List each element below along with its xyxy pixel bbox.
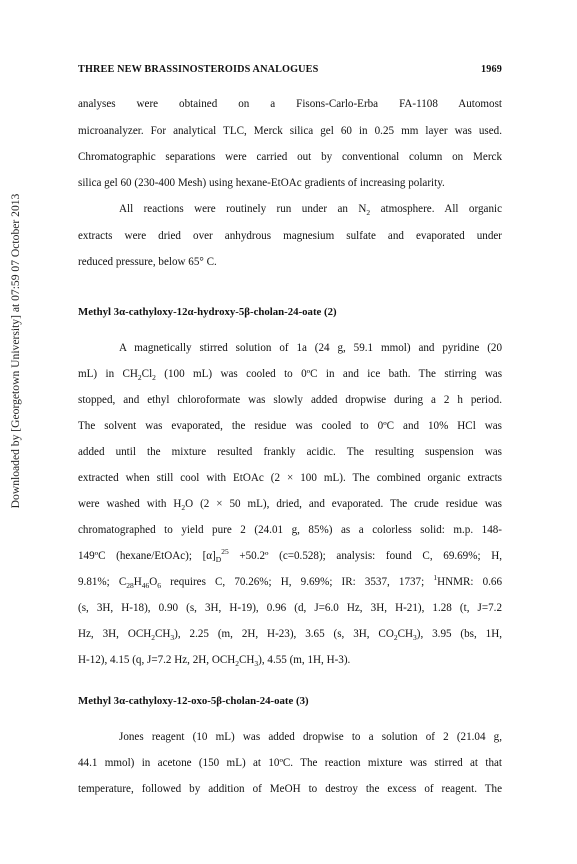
text-line [78, 652, 502, 668]
text-line: Jones reagent (10 mL) was added dropwise to a solution of 2 (21.04 g, [119, 731, 502, 743]
running-header [78, 64, 502, 80]
subscript: 3 [413, 633, 417, 642]
text-run: 149ºC (hexane/EtOAc); [α] [78, 550, 216, 562]
text-run: H-12), 4.15 (q, J=7.2 Hz, 2H, OCH [78, 654, 236, 666]
text-run: ), 4.55 (m, 1H, H-3). [258, 654, 351, 666]
subscript: 2 [151, 633, 155, 642]
text-line: analyses were obtained on a Fisons-Carlo-Erba FA-1108 Automost [78, 98, 502, 110]
text-line: extracted when still cool with EtOAc (2 × 100 mL). The combined organic extracts [78, 472, 502, 484]
text-line: microanalyzer. For analytical TLC, Merck silica gel 60 in 0.25 mm layer was used. [78, 125, 502, 137]
text-line [78, 626, 502, 642]
text-run: were washed with H [78, 498, 182, 510]
text-run: H [133, 576, 142, 588]
text-line: reduced pressure, below 65° C. [78, 256, 217, 268]
subscript: 3 [254, 659, 259, 668]
subscript: 3 [170, 633, 175, 642]
subscript: 6 [157, 581, 162, 590]
text-run: O (2 × 50 mL), dried, and evaporated. The crude residue was [185, 498, 502, 510]
text-run: ), 3.95 (bs, 1H, [416, 628, 502, 640]
text-line: (s, 3H, H-18), 0.90 (s, 3H, H-19), 0.96 (d, J=6.0 Hz, 3H, H-21), 1.28 (t, J=7.2 [78, 602, 502, 614]
running-title: THREE NEW BRASSINOSTEROIDS ANALOGUES [78, 64, 319, 75]
section-heading: Methyl 3α-cathyloxy-12-oxo-5β-cholan-24-oate (3) [78, 695, 309, 707]
superscript: 25 [221, 547, 229, 556]
text-line: stopped, and ethyl chloroformate was slowly added dropwise during a 2 h period. [78, 394, 502, 406]
text-line [78, 201, 502, 217]
text-run: atmosphere. All organic [370, 203, 502, 215]
text-line: silica gel 60 (230-400 Mesh) using hexane-EtOAc gradients of increasing polarity. [78, 177, 445, 189]
text-line [78, 366, 502, 382]
subscript: 2 [393, 633, 398, 642]
subscript: 46 [141, 581, 150, 590]
text-run: 9.81%; C [78, 576, 127, 588]
superscript: 1 [433, 573, 438, 582]
text-run: (100 mL) was cooled to 0ºC in and ice bath. The stirring was [155, 368, 503, 380]
text-line: The solvent was evaporated, the residue was cooled to 0ºC and 10% HCl was [78, 420, 502, 432]
text-run: Cl [141, 368, 153, 380]
section-heading: Methyl 3α-cathyloxy-12α-hydroxy-5β-cholan-24-oate (2) [78, 306, 337, 318]
subscript: 2 [181, 503, 186, 512]
text-line: added until the mixture resulted frankly acidic. The resulting suspension was [78, 446, 502, 458]
text-run: All reactions were routinely run under an N [119, 203, 367, 215]
text-run: ), 2.25 (m, 2H, H-23), 3.65 (s, 3H, CO [174, 628, 394, 640]
subscript: 2 [152, 373, 156, 382]
subscript: 2 [366, 208, 371, 217]
text-run: HNMR: 0.66 [437, 576, 502, 588]
text-line: temperature, followed by addition of MeOH to destroy the excess of reagent. The [78, 783, 502, 795]
subscript: 2 [235, 659, 239, 668]
subscript: 2 [137, 373, 142, 382]
text-run: +50.2º (c=0.528); analysis: found C, 69.69%; H, [228, 550, 502, 562]
page-number: 1969 [481, 64, 502, 75]
text-run: O [149, 576, 158, 588]
text-line: chromatographed to yield pure 2 (24.01 g, 85%) as a colorless solid: m.p. 148- [78, 524, 502, 536]
subscript: D [215, 555, 222, 564]
text-run: mL) in CH [78, 368, 138, 380]
text-run: CH [155, 628, 171, 640]
subscript: 28 [126, 581, 134, 590]
text-line: Chromatographic separations were carried out by conventional column on Merck [78, 151, 502, 163]
text-line [78, 496, 502, 512]
text-line [78, 574, 502, 590]
text-line: 44.1 mmol) in acetone (150 mL) at 10ºC. The reaction mixture was stirred at that [78, 757, 502, 769]
text-run: CH [397, 628, 414, 640]
text-line [78, 548, 502, 564]
text-run: CH [239, 654, 255, 666]
text-line: extracts were dried over anhydrous magnesium sulfate and evaporated under [78, 230, 502, 242]
text-run: Hz, 3H, OCH [78, 628, 152, 640]
text-line: A magnetically stirred solution of 1a (24 g, 59.1 mmol) and pyridine (20 [119, 342, 502, 354]
download-notice: Downloaded by [Georgetown University] at 07:59 07 October 2013 [9, 193, 22, 509]
text-run: requires C, 70.26%; H, 9.69%; IR: 3537, 1737; [161, 576, 434, 588]
